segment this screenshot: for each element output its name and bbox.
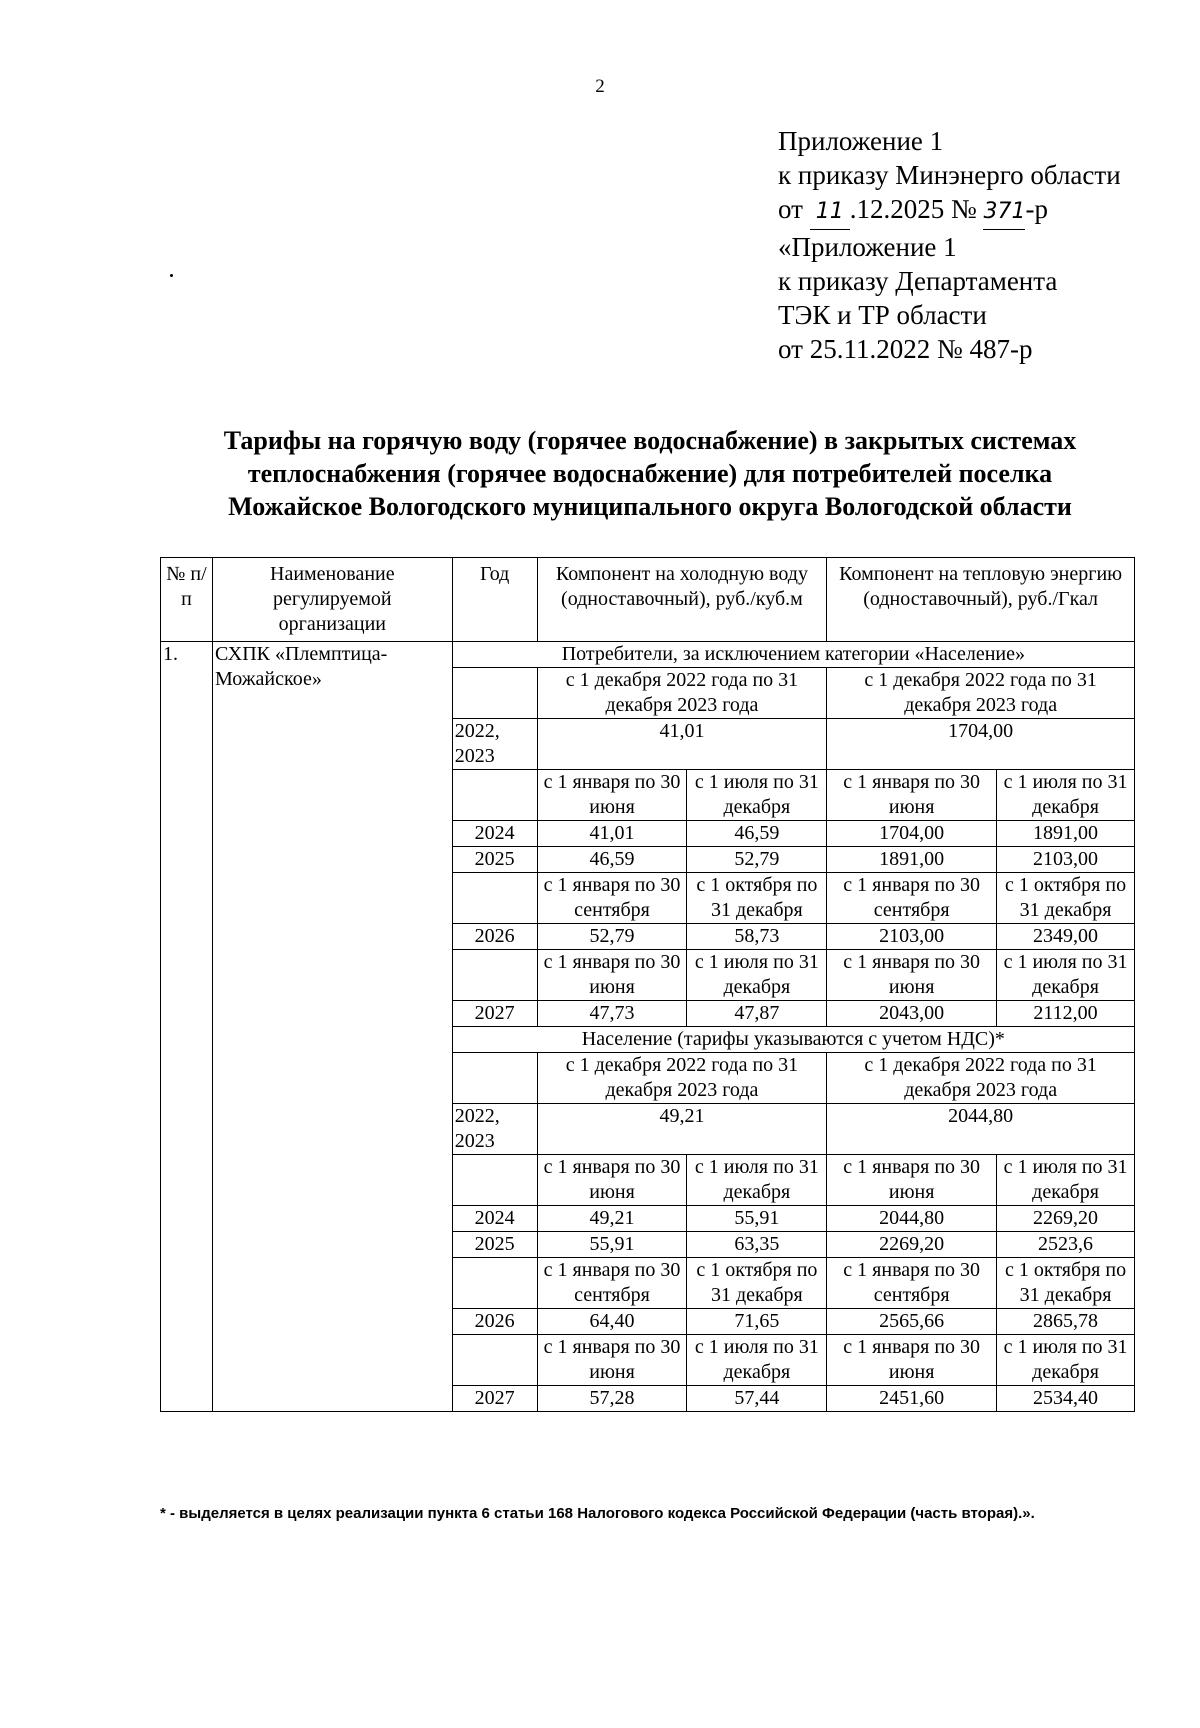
header-org: Наименование регулируемой организации [212, 558, 452, 642]
value-cell: 2269,20 [827, 1232, 997, 1258]
value-cell: 41,01 [537, 821, 687, 847]
header-heat: Компонент на тепловую энергию (одноставочный), руб./Гкал [827, 558, 1135, 642]
header-row [161, 558, 1135, 642]
appendix-line2: к приказу Минэнерго области [778, 160, 1121, 190]
value-cell: 2043,00 [827, 1001, 997, 1027]
appendix-line7: от 25.11.2022 № 487-р [778, 334, 1033, 364]
value-cell: 2865,78 [997, 1309, 1135, 1335]
header-cold: Компонент на холодную воду (одноставочный), руб./куб.м [537, 558, 827, 642]
year-cell: 2027 [452, 1001, 537, 1027]
value-cell: 47,73 [537, 1001, 687, 1027]
date-prefix: от [778, 194, 803, 224]
period-cell: с 1 января по 30 сентября [537, 1258, 687, 1309]
period-cell: с 1 января по 30 сентября [827, 873, 997, 924]
appendix-date-line [778, 192, 1121, 230]
order-number-handwritten: 371 [983, 195, 1025, 230]
period-cell: с 1 января по 30 июня [537, 1335, 687, 1386]
period-cell: с 1 января по 30 июня [537, 770, 687, 821]
period-cell: с 1 января по 30 июня [827, 1155, 997, 1206]
value-cell: 52,79 [687, 847, 827, 873]
period-cell: с 1 июля по 31 декабря [997, 1155, 1135, 1206]
group-row-1 [161, 642, 1135, 668]
row-number: 1. [161, 642, 213, 1412]
value-cell: 46,59 [537, 847, 687, 873]
value-cell: 58,73 [687, 924, 827, 950]
page-number: 2 [595, 76, 605, 97]
appendix-line5: к приказу Департамента [778, 266, 1058, 296]
group-label: Население (тарифы указываются с учетом НДС)* [452, 1027, 1134, 1053]
value-cell: 2534,40 [997, 1386, 1135, 1412]
value-cell: 49,21 [537, 1206, 687, 1232]
period-cell: с 1 января по 30 июня [827, 770, 997, 821]
period-cell: с 1 июля по 31 декабря [687, 770, 827, 821]
period-cell: с 1 июля по 31 декабря [687, 1335, 827, 1386]
value-cell: 47,87 [687, 1001, 827, 1027]
year-cell: 2024 [452, 821, 537, 847]
value-cell: 1704,00 [827, 719, 1135, 770]
value-cell: 2269,20 [997, 1206, 1135, 1232]
order-suffix: -р [1025, 194, 1048, 224]
year-cell: 2022, 2023 [452, 719, 537, 770]
value-cell: 63,35 [687, 1232, 827, 1258]
year-cell: 2022, 2023 [452, 1104, 537, 1155]
year-cell: 2027 [452, 1386, 537, 1412]
value-cell: 41,01 [537, 719, 827, 770]
appendix-block [778, 124, 1121, 366]
appendix-line6: ТЭК и ТР области [778, 300, 987, 330]
footnote: * - выделяется в целях реализации пункта 6 статьи 168 Налогового кодекса Российской Федерации (часть вторая).». [160, 1505, 1035, 1522]
period-cell: с 1 июля по 31 декабря [997, 1335, 1135, 1386]
period-cell: с 1 октября по 31 декабря [997, 873, 1135, 924]
year-cell: 2026 [452, 1309, 537, 1335]
period-cell: с 1 января по 30 июня [827, 950, 997, 1001]
value-cell: 71,65 [687, 1309, 827, 1335]
period-cell: с 1 декабря 2022 года по 31 декабря 2023 года [537, 668, 827, 719]
value-cell: 57,44 [687, 1386, 827, 1412]
date-rest: .12.2025 № [849, 194, 977, 224]
value-cell: 46,59 [687, 821, 827, 847]
value-cell: 2044,80 [827, 1206, 997, 1232]
document-title [120, 424, 1180, 523]
value-cell: 2044,80 [827, 1104, 1135, 1155]
year-cell: 2026 [452, 924, 537, 950]
period-cell: с 1 июля по 31 декабря [687, 950, 827, 1001]
title-line3: Можайское Вологодского муниципального округа Вологодской области [228, 492, 1072, 521]
value-cell: 57,28 [537, 1386, 687, 1412]
value-cell: 2565,66 [827, 1309, 997, 1335]
period-cell: с 1 января по 30 сентября [827, 1258, 997, 1309]
value-cell: 1891,00 [827, 847, 997, 873]
year-cell: 2024 [452, 1206, 537, 1232]
value-cell: 55,91 [687, 1206, 827, 1232]
period-cell: с 1 июля по 31 декабря [687, 1155, 827, 1206]
value-cell: 2451,60 [827, 1386, 997, 1412]
period-cell: с 1 декабря 2022 года по 31 декабря 2023 года [537, 1053, 827, 1104]
date-day-handwritten: 11 [810, 195, 850, 230]
group-label: Потребители, за исключением категории «Население» [452, 642, 1134, 668]
period-cell: с 1 января по 30 июня [827, 1335, 997, 1386]
title-line2: теплоснабжения (горячее водоснабжение) для потребителей поселка [247, 459, 1053, 488]
value-cell: 2103,00 [827, 924, 997, 950]
value-cell: 2349,00 [997, 924, 1135, 950]
scan-dot [170, 274, 173, 277]
value-cell: 52,79 [537, 924, 687, 950]
title-line1: Тарифы на горячую воду (горячее водоснабжение) в закрытых системах [223, 426, 1077, 455]
period-cell: с 1 января по 30 июня [537, 950, 687, 1001]
period-cell: с 1 июля по 31 декабря [997, 950, 1135, 1001]
appendix-line1: Приложение 1 [778, 126, 944, 156]
year-cell: 2025 [452, 847, 537, 873]
value-cell: 2103,00 [997, 847, 1135, 873]
period-cell: с 1 октября по 31 декабря [687, 873, 827, 924]
value-cell: 49,21 [537, 1104, 827, 1155]
value-cell: 55,91 [537, 1232, 687, 1258]
value-cell: 1704,00 [827, 821, 997, 847]
period-cell: с 1 октября по 31 декабря [997, 1258, 1135, 1309]
value-cell: 2112,00 [997, 1001, 1135, 1027]
period-cell: с 1 июля по 31 декабря [997, 770, 1135, 821]
org-name: СХПК «Племптица-Можайское» [212, 642, 452, 1412]
period-cell: с 1 октября по 31 декабря [687, 1258, 827, 1309]
value-cell: 1891,00 [997, 821, 1135, 847]
period-cell: с 1 декабря 2022 года по 31 декабря 2023 года [827, 1053, 1135, 1104]
value-cell: 2523,6 [997, 1232, 1135, 1258]
period-cell: с 1 декабря 2022 года по 31 декабря 2023 года [827, 668, 1135, 719]
header-year: Год [452, 558, 537, 642]
header-num: № п/п [161, 558, 213, 642]
value-cell: 64,40 [537, 1309, 687, 1335]
period-cell: с 1 января по 30 сентября [537, 873, 687, 924]
tariff-table [160, 557, 1135, 1412]
year-cell: 2025 [452, 1232, 537, 1258]
period-cell: с 1 января по 30 июня [537, 1155, 687, 1206]
appendix-line4: «Приложение 1 [778, 232, 957, 262]
